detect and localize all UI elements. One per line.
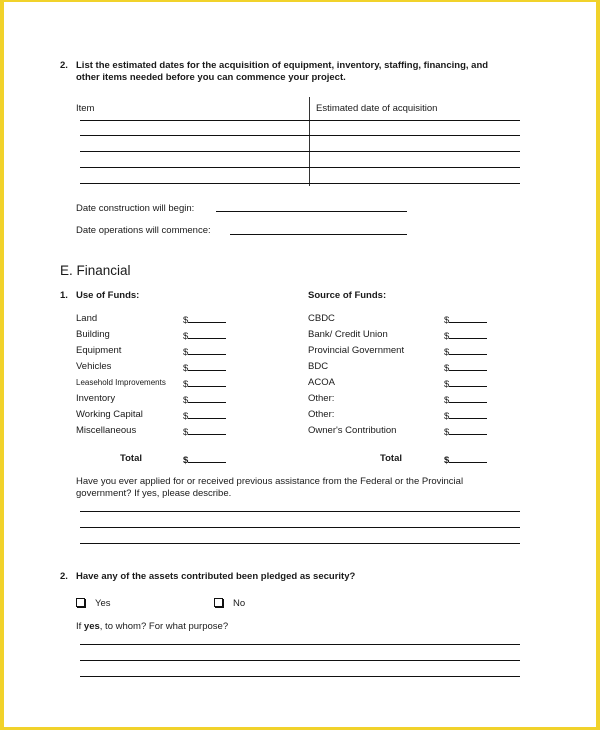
use-amount-field[interactable] [183, 345, 226, 359]
no-label: No [233, 598, 246, 609]
amount-blank[interactable] [449, 393, 487, 403]
currency-symbol: $ [183, 363, 189, 374]
currency-symbol: $ [183, 455, 189, 466]
amount-blank[interactable] [188, 425, 226, 435]
amount-blank[interactable] [188, 377, 226, 387]
assistance-answer-line[interactable] [80, 543, 520, 544]
date-construction-field[interactable] [216, 211, 407, 212]
use-amount-field[interactable] [183, 393, 226, 407]
use-total-label: Total [120, 453, 142, 464]
currency-symbol: $ [183, 331, 189, 342]
use-item-label: Working Capital [76, 409, 143, 420]
use-item-label: Building [76, 329, 110, 340]
amount-blank[interactable] [188, 345, 226, 355]
question-text-line1: List the estimated dates for the acquisition of equipment, inventory, staffing, financing, and [76, 60, 489, 71]
amount-blank[interactable] [188, 453, 226, 463]
assistance-question-line1: Have you ever applied for or received previous assistance from the Federal or the Provincial [76, 476, 464, 487]
currency-symbol: $ [183, 315, 189, 326]
currency-symbol: $ [183, 411, 189, 422]
security-answer-line[interactable] [80, 676, 520, 677]
assistance-answer-line[interactable] [80, 527, 520, 528]
question-number: 1. [60, 290, 68, 301]
source-amount-field[interactable] [444, 377, 487, 391]
assistance-question-line2: government? If yes, please describe. [76, 488, 232, 499]
amount-blank[interactable] [449, 313, 487, 323]
currency-symbol: $ [444, 363, 450, 374]
use-item-label: Land [76, 313, 98, 324]
amount-blank[interactable] [449, 453, 487, 463]
source-total-label: Total [380, 453, 402, 464]
source-total-field[interactable] [444, 453, 487, 467]
currency-symbol: $ [444, 411, 450, 422]
question-number: 2. [60, 571, 68, 582]
yes-label: Yes [95, 598, 111, 609]
use-item-label: Equipment [76, 345, 122, 356]
use-amount-field[interactable] [183, 409, 226, 423]
currency-symbol: $ [183, 395, 189, 406]
if-yes-prefix: If [76, 621, 84, 632]
security-answer-line[interactable] [80, 644, 520, 645]
amount-blank[interactable] [188, 329, 226, 339]
source-item-label: Owner's Contribution [308, 425, 397, 436]
source-amount-field[interactable] [444, 393, 487, 407]
acquisition-row-line[interactable] [80, 120, 520, 121]
use-item-label: Leasehold Improvements [76, 378, 166, 387]
source-amount-field[interactable] [444, 313, 487, 327]
currency-symbol: $ [183, 347, 189, 358]
column-header-item: Item [76, 103, 95, 114]
if-yes-suffix: , to whom? For what purpose? [99, 621, 229, 632]
table-divider [309, 97, 310, 186]
acquisition-row-line[interactable] [80, 135, 520, 136]
currency-symbol: $ [444, 331, 450, 342]
source-item-label: Other: [308, 393, 335, 404]
no-option[interactable] [214, 598, 245, 610]
security-question-text: Have any of the assets contributed been pledged as security? [76, 571, 356, 582]
assistance-answer-line[interactable] [80, 511, 520, 512]
source-amount-field[interactable] [444, 409, 487, 423]
amount-blank[interactable] [449, 329, 487, 339]
amount-blank[interactable] [188, 409, 226, 419]
security-answer-line[interactable] [80, 660, 520, 661]
currency-symbol: $ [183, 427, 189, 438]
amount-blank[interactable] [188, 313, 226, 323]
amount-blank[interactable] [449, 425, 487, 435]
source-item-label: Bank/ Credit Union [308, 329, 388, 340]
amount-blank[interactable] [188, 361, 226, 371]
source-amount-field[interactable] [444, 329, 487, 343]
use-amount-field[interactable] [183, 425, 226, 439]
source-item-label: Other: [308, 409, 335, 420]
currency-symbol: $ [444, 455, 450, 466]
amount-blank[interactable] [449, 361, 487, 371]
date-construction-label: Date construction will begin: [76, 203, 195, 214]
acquisition-row-line[interactable] [80, 183, 520, 184]
use-amount-field[interactable] [183, 329, 226, 343]
currency-symbol: $ [444, 315, 450, 326]
use-amount-field[interactable] [183, 377, 226, 391]
date-operations-field[interactable] [230, 234, 407, 235]
use-item-label: Vehicles [76, 361, 112, 372]
currency-symbol: $ [444, 395, 450, 406]
if-yes-question [76, 621, 228, 633]
use-of-funds-heading: Use of Funds: [76, 290, 140, 301]
acquisition-row-line[interactable] [80, 151, 520, 152]
source-amount-field[interactable] [444, 345, 487, 359]
use-amount-field[interactable] [183, 313, 226, 327]
form-page [4, 2, 596, 727]
source-item-label: BDC [308, 361, 329, 372]
source-amount-field[interactable] [444, 361, 487, 375]
currency-symbol: $ [444, 379, 450, 390]
yes-option[interactable] [76, 598, 111, 610]
use-amount-field[interactable] [183, 361, 226, 375]
source-of-funds-heading: Source of Funds: [308, 290, 387, 301]
source-item-label: CBDC [308, 313, 335, 324]
use-item-label: Miscellaneous [76, 425, 137, 436]
source-amount-field[interactable] [444, 425, 487, 439]
source-item-label: Provincial Government [308, 345, 405, 356]
amount-blank[interactable] [188, 393, 226, 403]
currency-symbol: $ [183, 379, 189, 390]
source-item-label: ACOA [308, 377, 335, 388]
if-yes-bold: yes [83, 621, 100, 632]
amount-blank[interactable] [449, 345, 487, 355]
acquisition-row-line[interactable] [80, 167, 520, 168]
no-checkbox[interactable] [214, 598, 223, 607]
section-title: E. Financial [60, 263, 131, 278]
yes-checkbox[interactable] [76, 598, 85, 607]
column-header-date: Estimated date of acquisition [316, 103, 438, 114]
currency-symbol: $ [444, 347, 450, 358]
amount-blank[interactable] [449, 409, 487, 419]
date-operations-label: Date operations will commence: [76, 225, 211, 236]
use-total-field[interactable] [183, 453, 226, 467]
question-number: 2. [60, 60, 68, 71]
question-text-line2: other items needed before you can commence your project. [76, 72, 346, 83]
use-item-label: Inventory [76, 393, 116, 404]
currency-symbol: $ [444, 427, 450, 438]
amount-blank[interactable] [449, 377, 487, 387]
